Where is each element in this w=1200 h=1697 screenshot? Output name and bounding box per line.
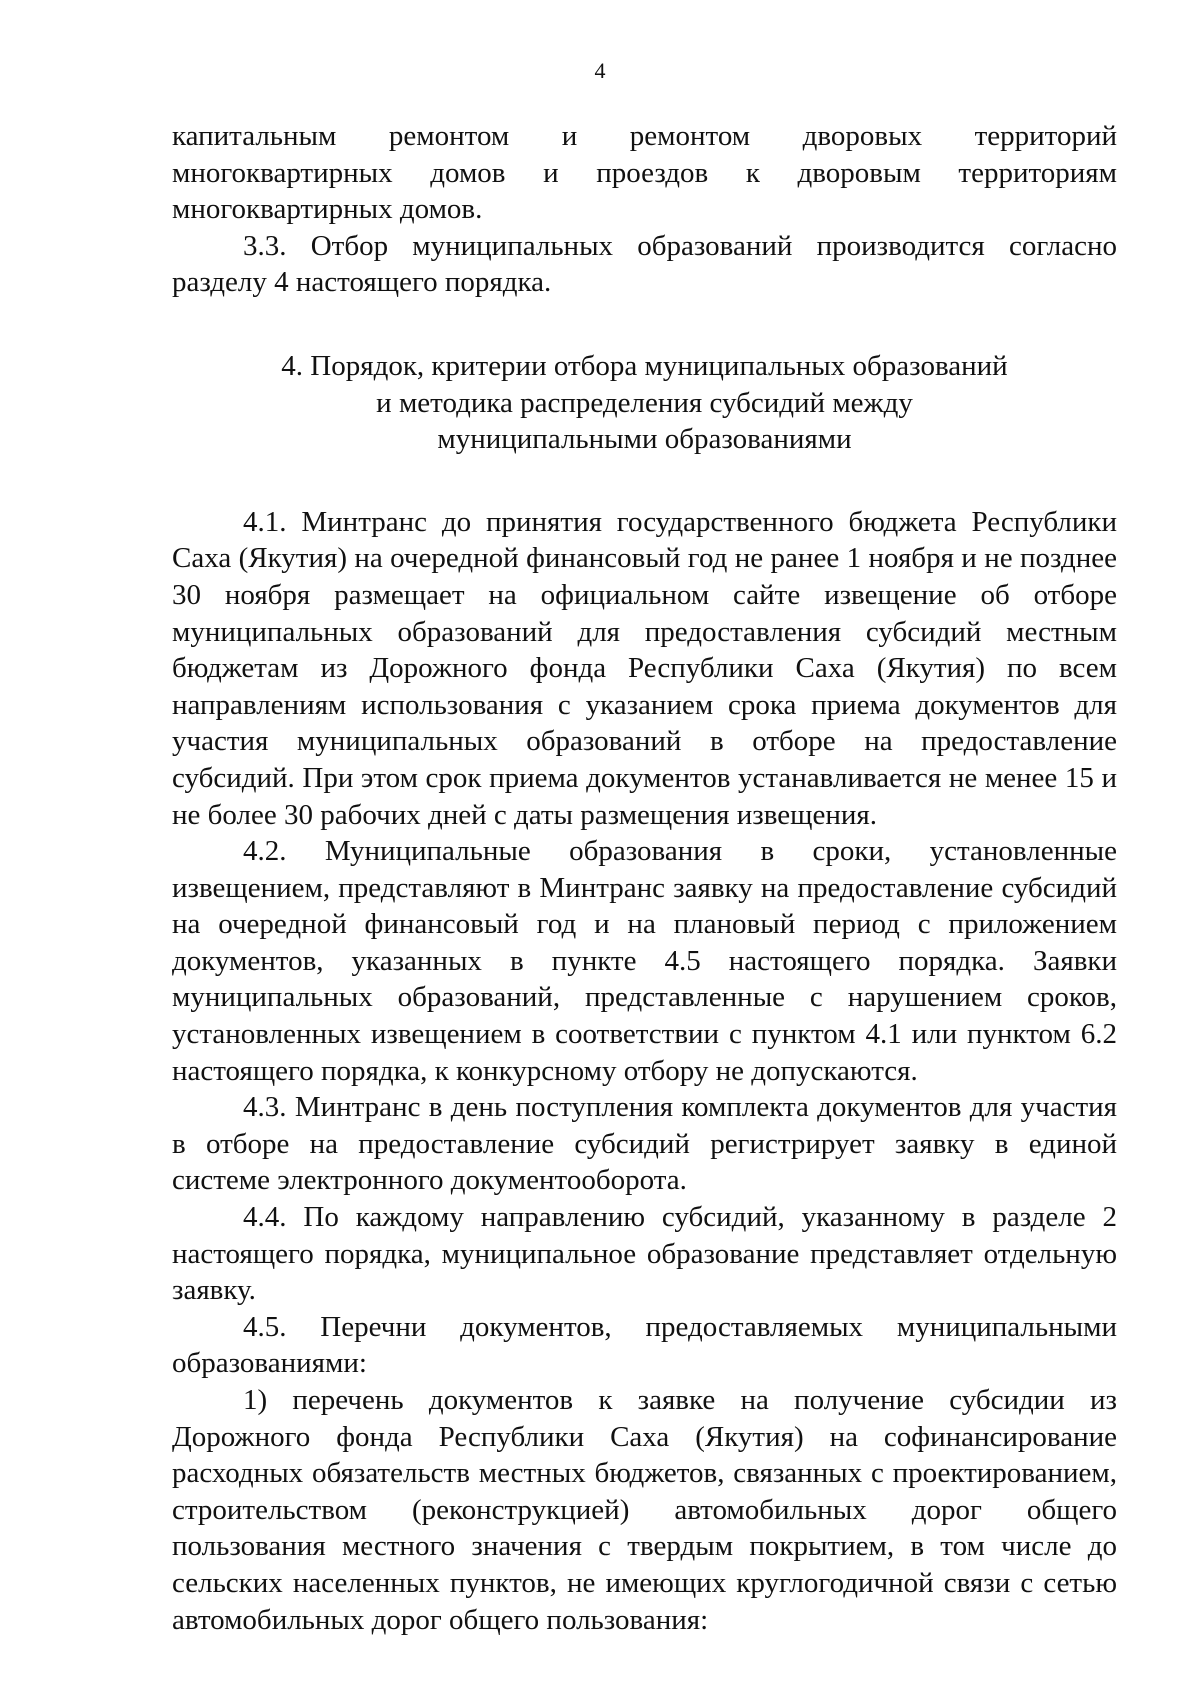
paragraph-continuation: капитальным ремонтом и ремонтом дворовых территорий многоквартирных домов и проездов к дворовым территориям многоквартирных домов.	[172, 120, 1117, 226]
paragraph-4-1: 4.1. Минтранс до принятия государственного бюджета Республики Саха (Якутия) на очередной финансовый год не ранее 1 ноября и не позднее 30 ноября размещает на официальном сайте извещение об отборе муниципальных образований для предоставления субсидий местным бюджетам из Дорожного фонда Республики Саха (Якутия) по всем направлениям использования с указанием срока приема документов для участия муниципальных образований в отборе на предоставление субсидий. При этом срок приема документов устанавливается не менее 15 и не более 30 рабочих дней с даты размещения извещения.	[172, 505, 1117, 831]
paragraph-3-3: 3.3. Отбор муниципальных образований производится согласно разделу 4 настоящего порядка.	[172, 229, 1117, 299]
section-4-heading	[172, 348, 1117, 458]
document-body	[172, 118, 1117, 1638]
section-heading-line: 4. Порядок, критерии отбора муниципальных образований	[281, 349, 1008, 382]
paragraph-4-3: 4.3. Минтранс в день поступления комплекта документов для участия в отборе на предоставление субсидий регистрирует заявку в единой системе электронного документооборота.	[172, 1091, 1117, 1197]
paragraph-4-4: 4.4. По каждому направлению субсидий, указанному в разделе 2 настоящего порядка, муниципальное образование представляет отдельную заявку.	[172, 1201, 1117, 1307]
list-item-1: 1) перечень документов к заявке на получение субсидии из Дорожного фонда Республики Саха (Якутия) на софинансирование расходных обязательств местных бюджетов, связанных с проектированием, строительством (реконструкцией) автомобильных дорог общего пользования местного значения с твердым покрытием, в том числе до сельских населенных пунктов, не имеющих круглогодичной связи с сетью автомобильных дорог общего пользования:	[172, 1384, 1117, 1636]
section-heading-line: и методика распределения субсидий между	[376, 386, 913, 419]
paragraph-4-5: 4.5. Перечни документов, предоставляемых муниципальными образованиями:	[172, 1310, 1117, 1380]
page-number: 4	[594, 58, 606, 83]
section-heading-line: муниципальными образованиями	[437, 423, 852, 456]
paragraph-4-2: 4.2. Муниципальные образования в сроки, установленные извещением, представляют в Минтранс заявку на предоставление субсидий на очередной финансовый год и на плановый период с приложением документов, указанных в пункте 4.5 настоящего порядка. Заявки муниципальных образований, представленные с нарушением сроков, установленных извещением в соответствии с пунктом 4.1 или пунктом 6.2 настоящего порядка, к конкурсному отбору не допускаются.	[172, 835, 1117, 1087]
